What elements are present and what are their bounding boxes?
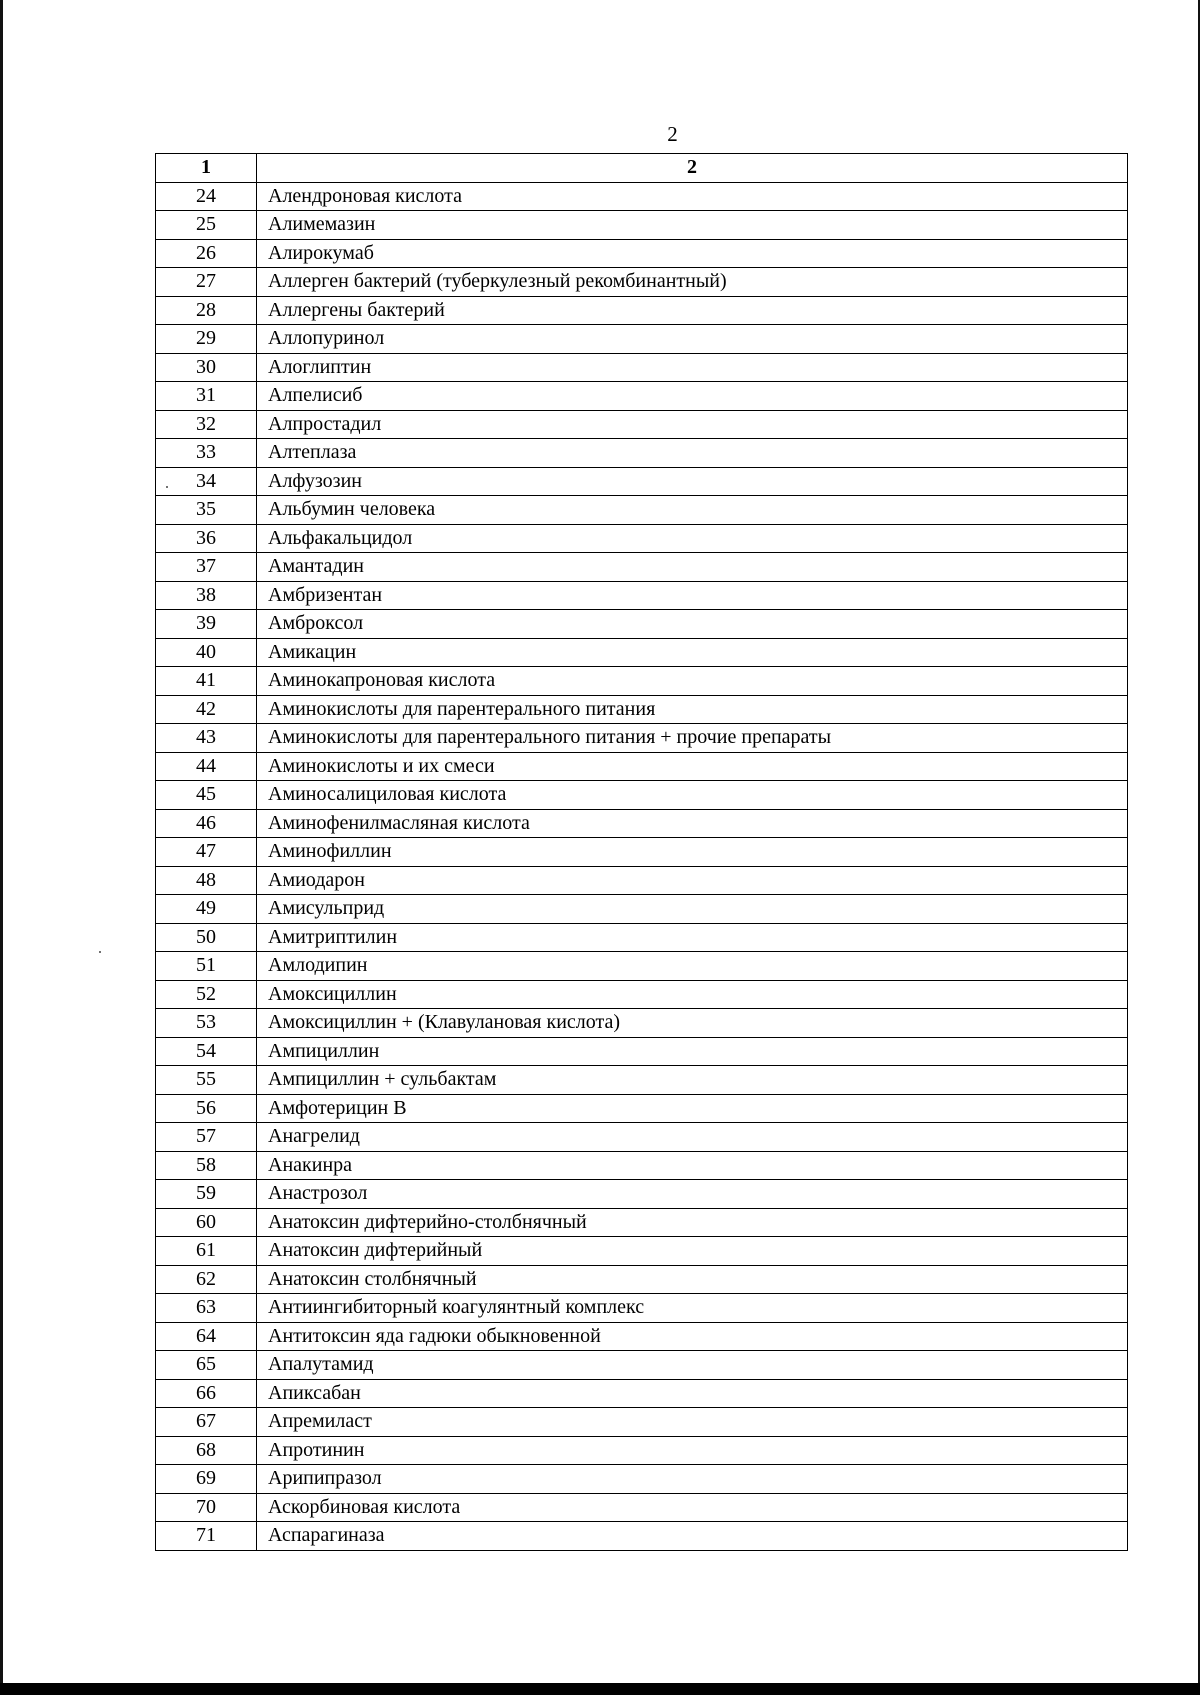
- row-number: 67: [156, 1408, 257, 1437]
- row-number: 51: [156, 952, 257, 981]
- row-number: 34: [156, 467, 257, 496]
- table-row: [156, 1379, 1128, 1408]
- drug-name: Алпростадил: [257, 410, 1128, 439]
- row-number: 53: [156, 1009, 257, 1038]
- row-number: 25: [156, 211, 257, 240]
- drug-name: Альфакальцидол: [257, 524, 1128, 553]
- row-number: 37: [156, 553, 257, 582]
- table-row: [156, 496, 1128, 525]
- drug-name: Аллопуринол: [257, 325, 1128, 354]
- table-row: [156, 1351, 1128, 1380]
- table-row: [156, 1237, 1128, 1266]
- drug-name: Анатоксин столбнячный: [257, 1265, 1128, 1294]
- drug-name: Антиингибиторный коагулянтный комплекс: [257, 1294, 1128, 1323]
- row-number: 38: [156, 581, 257, 610]
- drug-name: Амоксициллин: [257, 980, 1128, 1009]
- table-row: [156, 296, 1128, 325]
- drug-name: Аминофенилмасляная кислота: [257, 809, 1128, 838]
- drug-list-table: [155, 153, 1128, 1551]
- table-row: [156, 553, 1128, 582]
- row-number: 24: [156, 182, 257, 211]
- row-number: 48: [156, 866, 257, 895]
- table-row: [156, 1294, 1128, 1323]
- drug-name: Анатоксин дифтерийный: [257, 1237, 1128, 1266]
- drug-name: Алоглиптин: [257, 353, 1128, 382]
- drug-name: Ампициллин: [257, 1037, 1128, 1066]
- table-row: [156, 410, 1128, 439]
- drug-name: Амоксициллин + (Клавулановая кислота): [257, 1009, 1128, 1038]
- row-number: 47: [156, 838, 257, 867]
- table-row: [156, 610, 1128, 639]
- table-row: [156, 695, 1128, 724]
- table-row: [156, 325, 1128, 354]
- drug-name: Алирокумаб: [257, 239, 1128, 268]
- table-row: [156, 268, 1128, 297]
- table-row: [156, 1037, 1128, 1066]
- drug-name: Амантадин: [257, 553, 1128, 582]
- row-number: 50: [156, 923, 257, 952]
- row-number: 28: [156, 296, 257, 325]
- table-row: [156, 211, 1128, 240]
- row-number: 33: [156, 439, 257, 468]
- row-number: 42: [156, 695, 257, 724]
- table-row: [156, 895, 1128, 924]
- table-row: [156, 1180, 1128, 1209]
- drug-name: Амикацин: [257, 638, 1128, 667]
- row-number: 70: [156, 1493, 257, 1522]
- table-row: [156, 439, 1128, 468]
- table-row: [156, 1208, 1128, 1237]
- drug-name: Апремиласт: [257, 1408, 1128, 1437]
- table-row: [156, 382, 1128, 411]
- drug-name: Алтеплаза: [257, 439, 1128, 468]
- row-number: 57: [156, 1123, 257, 1152]
- scan-speck: [99, 951, 101, 953]
- row-number: 40: [156, 638, 257, 667]
- row-number: 43: [156, 724, 257, 753]
- table-row: [156, 1123, 1128, 1152]
- table-row: [156, 752, 1128, 781]
- drug-name: Амиодарон: [257, 866, 1128, 895]
- table-row: [156, 667, 1128, 696]
- row-number: 61: [156, 1237, 257, 1266]
- drug-name: Арипипразол: [257, 1465, 1128, 1494]
- row-number: 68: [156, 1436, 257, 1465]
- table-row: [156, 1066, 1128, 1095]
- table-row: [156, 182, 1128, 211]
- drug-name: Аминокислоты для парентерального питания: [257, 695, 1128, 724]
- table-row: [156, 1436, 1128, 1465]
- drug-name: Аллергены бактерий: [257, 296, 1128, 325]
- table-row: [156, 1408, 1128, 1437]
- table-header-row: [156, 154, 1128, 183]
- row-number: 66: [156, 1379, 257, 1408]
- table-row: [156, 838, 1128, 867]
- row-number: 69: [156, 1465, 257, 1494]
- drug-name: Аминокислоты и их смеси: [257, 752, 1128, 781]
- row-number: 36: [156, 524, 257, 553]
- drug-name: Апиксабан: [257, 1379, 1128, 1408]
- table-row: [156, 524, 1128, 553]
- drug-name: Алендроновая кислота: [257, 182, 1128, 211]
- row-number: 29: [156, 325, 257, 354]
- row-number: 56: [156, 1094, 257, 1123]
- drug-name: Антитоксин яда гадюки обыкновенной: [257, 1322, 1128, 1351]
- drug-name: Аминосалициловая кислота: [257, 781, 1128, 810]
- table-body: [156, 182, 1128, 1550]
- table-row: [156, 239, 1128, 268]
- drug-name: Аминокислоты для парентерального питания + прочие препараты: [257, 724, 1128, 753]
- page-number: 2: [667, 122, 678, 146]
- drug-name: Амфотерицин В: [257, 1094, 1128, 1123]
- drug-name: Аспарагиназа: [257, 1522, 1128, 1551]
- row-number: 39: [156, 610, 257, 639]
- row-number: 65: [156, 1351, 257, 1380]
- drug-name: Алфузозин: [257, 467, 1128, 496]
- table-row: [156, 866, 1128, 895]
- drug-name: Амбризентан: [257, 581, 1128, 610]
- table-row: [156, 467, 1128, 496]
- row-number: 49: [156, 895, 257, 924]
- drug-name: Амлодипин: [257, 952, 1128, 981]
- table-row: [156, 1151, 1128, 1180]
- table-row: [156, 581, 1128, 610]
- row-number: 55: [156, 1066, 257, 1095]
- drug-name: Амброксол: [257, 610, 1128, 639]
- drug-name: Апротинин: [257, 1436, 1128, 1465]
- row-number: 32: [156, 410, 257, 439]
- table-row: [156, 781, 1128, 810]
- table-row: [156, 952, 1128, 981]
- drug-name: Анагрелид: [257, 1123, 1128, 1152]
- table-row: [156, 1094, 1128, 1123]
- table-row: [156, 980, 1128, 1009]
- drug-name: Апалутамид: [257, 1351, 1128, 1380]
- table-row: [156, 923, 1128, 952]
- row-number: 64: [156, 1322, 257, 1351]
- row-number: 26: [156, 239, 257, 268]
- table-row: [156, 1465, 1128, 1494]
- drug-name: Алимемазин: [257, 211, 1128, 240]
- table-row: [156, 1522, 1128, 1551]
- row-number: 31: [156, 382, 257, 411]
- drug-name: Аминокапроновая кислота: [257, 667, 1128, 696]
- drug-name: Анастрозол: [257, 1180, 1128, 1209]
- drug-name: Амитриптилин: [257, 923, 1128, 952]
- row-number: 46: [156, 809, 257, 838]
- table-row: [156, 809, 1128, 838]
- table-row: [156, 1322, 1128, 1351]
- table-row: [156, 1265, 1128, 1294]
- row-number: 71: [156, 1522, 257, 1551]
- drug-name: Аскорбиновая кислота: [257, 1493, 1128, 1522]
- row-number: 35: [156, 496, 257, 525]
- row-number: 60: [156, 1208, 257, 1237]
- table-row: [156, 1009, 1128, 1038]
- drug-name: Алпелисиб: [257, 382, 1128, 411]
- scan-edge-bottom: [0, 1683, 1200, 1695]
- drug-name: Аллерген бактерий (туберкулезный рекомбинантный): [257, 268, 1128, 297]
- drug-name: Анакинра: [257, 1151, 1128, 1180]
- drug-name: Амисульприд: [257, 895, 1128, 924]
- drug-name: Анатоксин дифтерийно-столбнячный: [257, 1208, 1128, 1237]
- row-number: 44: [156, 752, 257, 781]
- drug-name: Аминофиллин: [257, 838, 1128, 867]
- drug-name: Ампициллин + сульбактам: [257, 1066, 1128, 1095]
- row-number: 54: [156, 1037, 257, 1066]
- table-row: [156, 1493, 1128, 1522]
- row-number: 59: [156, 1180, 257, 1209]
- row-number: 63: [156, 1294, 257, 1323]
- row-number: 45: [156, 781, 257, 810]
- row-number: 27: [156, 268, 257, 297]
- drug-name: Альбумин человека: [257, 496, 1128, 525]
- row-number: 30: [156, 353, 257, 382]
- row-number: 58: [156, 1151, 257, 1180]
- row-number: 52: [156, 980, 257, 1009]
- row-number: 41: [156, 667, 257, 696]
- column-header-number: 1: [156, 154, 257, 183]
- table-row: [156, 724, 1128, 753]
- table-row: [156, 638, 1128, 667]
- row-number: 62: [156, 1265, 257, 1294]
- table-row: [156, 353, 1128, 382]
- column-header-name: 2: [257, 154, 1128, 183]
- scan-edge-left: [0, 0, 3, 1695]
